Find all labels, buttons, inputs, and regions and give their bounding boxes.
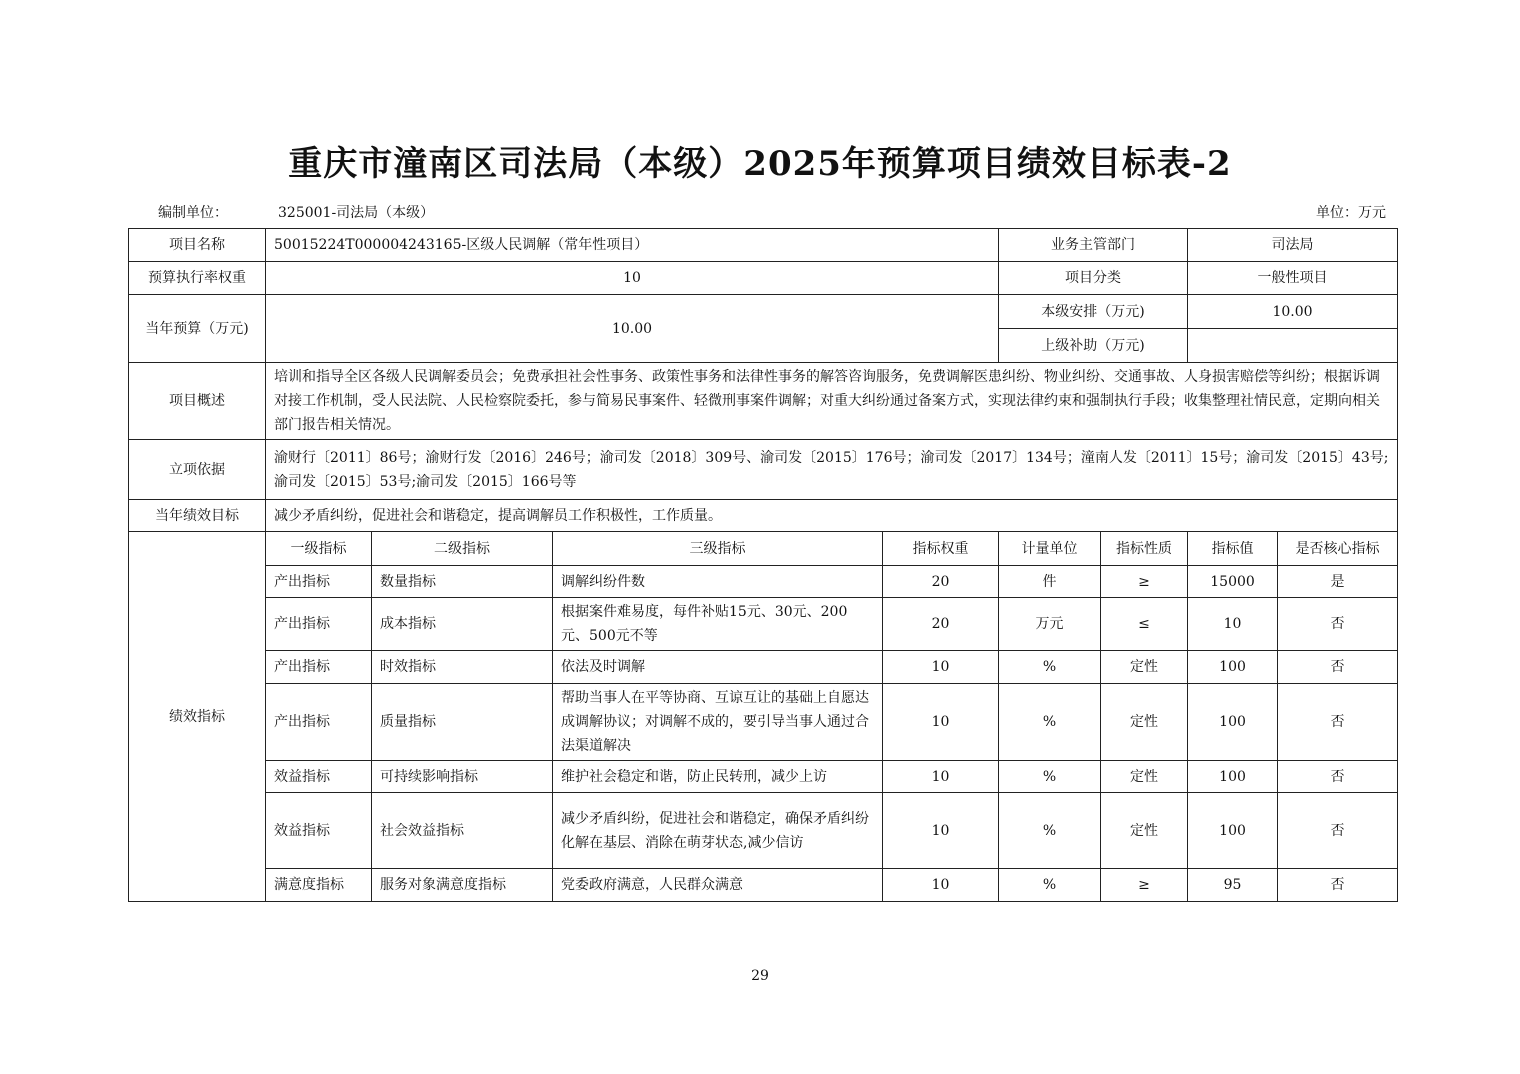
project-summary: 培训和指导全区各级人民调解委员会；免费承担社会性事务、政策性事务和法律性事务的解答咨询服务，免费调解医患纠纷、物业纠纷、交通事故、人身损害赔偿等纠纷；根据诉调对接工作机制，受人民法院、人民检察院委托，参与简易民事案件、轻微刑事案件调解；对重大纠纷通过备案方式，实现法律约束和强制执行手段；收集整理社情民意，定期向相关部门报告相关情况。 — [266, 363, 1398, 440]
header-nature: 指标性质 — [1101, 532, 1188, 566]
table-row — [129, 684, 1398, 761]
unit-cell: % — [999, 793, 1101, 869]
unit-cell: 件 — [999, 566, 1101, 598]
weight-cell: 20 — [883, 566, 999, 598]
upper-subsidy-value — [1188, 329, 1398, 363]
nature-cell: ≥ — [1101, 566, 1188, 598]
weight-cell: 10 — [883, 793, 999, 869]
org-value: 325001-司法局（本级） — [278, 205, 435, 221]
header-level2: 二级指标 — [372, 532, 553, 566]
unit-cell: % — [999, 684, 1101, 761]
nature-cell: 定性 — [1101, 684, 1188, 761]
nature-cell: 定性 — [1101, 761, 1188, 793]
core-cell: 否 — [1278, 684, 1398, 761]
header-value: 指标值 — [1188, 532, 1278, 566]
org-label: 编制单位： — [158, 205, 228, 221]
level2-cell: 质量指标 — [372, 684, 553, 761]
level1-cell: 产出指标 — [266, 651, 372, 684]
core-cell: 否 — [1278, 869, 1398, 902]
level1-cell: 产出指标 — [266, 566, 372, 598]
project-name-label: 项目名称 — [129, 229, 266, 262]
nature-cell: 定性 — [1101, 651, 1188, 684]
header-level3: 三级指标 — [553, 532, 883, 566]
header-weight: 指标权重 — [883, 532, 999, 566]
value-cell: 10 — [1188, 598, 1278, 651]
indicators-label: 绩效指标 — [129, 532, 266, 902]
table-row — [129, 761, 1398, 793]
level1-cell: 效益指标 — [266, 793, 372, 869]
level1-cell: 效益指标 — [266, 761, 372, 793]
level3-cell: 根据案件难易度，每件补贴15元、30元、200元、500元不等 — [553, 598, 883, 651]
budget-label: 当年预算（万元) — [129, 295, 266, 363]
level3-cell: 帮助当事人在平等协商、互谅互让的基础上自愿达成调解协议；对调解不成的，要引导当事人通过合法渠道解决 — [553, 684, 883, 761]
annual-goal: 减少矛盾纠纷，促进社会和谐稳定，提高调解员工作积极性，工作质量。 — [266, 500, 1398, 532]
value-cell: 100 — [1188, 761, 1278, 793]
upper-subsidy-label: 上级补助（万元) — [999, 329, 1188, 363]
level2-cell: 可持续影响指标 — [372, 761, 553, 793]
level2-cell: 服务对象满意度指标 — [372, 869, 553, 902]
core-cell: 否 — [1278, 651, 1398, 684]
indicator-header-row — [129, 532, 1398, 566]
core-cell: 否 — [1278, 761, 1398, 793]
level2-cell: 成本指标 — [372, 598, 553, 651]
category-value: 一般性项目 — [1188, 262, 1398, 295]
header-level1: 一级指标 — [266, 532, 372, 566]
level2-cell: 时效指标 — [372, 651, 553, 684]
level3-cell: 党委政府满意，人民群众满意 — [553, 869, 883, 902]
rate-value: 10 — [266, 262, 999, 295]
project-basis: 渝财行〔2011〕86号；渝财行发〔2016〕246号；渝司发〔2018〕309号、渝司发〔2015〕176号；渝司发〔2017〕134号；潼南人发〔2011〕15号；渝司发〔2015〕43号; 渝司发〔2015〕53号;渝司发〔2015〕166号等 — [266, 440, 1398, 500]
table-row — [129, 869, 1398, 902]
value-cell: 100 — [1188, 684, 1278, 761]
basis-label: 立项依据 — [129, 440, 266, 500]
nature-cell: ≤ — [1101, 598, 1188, 651]
weight-cell: 10 — [883, 761, 999, 793]
value-cell: 100 — [1188, 651, 1278, 684]
goal-label: 当年绩效目标 — [129, 500, 266, 532]
level1-cell: 产出指标 — [266, 598, 372, 651]
category-label: 项目分类 — [999, 262, 1188, 295]
nature-cell: ≥ — [1101, 869, 1188, 902]
currency-unit: 单位：万元 — [1316, 205, 1386, 221]
level2-cell: 社会效益指标 — [372, 793, 553, 869]
value-cell: 15000 — [1188, 566, 1278, 598]
rate-label: 预算执行率权重 — [129, 262, 266, 295]
page-title: 重庆市潼南区司法局（本级）2025年预算项目绩效目标表-2 — [288, 144, 1232, 184]
value-cell: 100 — [1188, 793, 1278, 869]
unit-cell: % — [999, 761, 1101, 793]
level1-cell: 产出指标 — [266, 684, 372, 761]
summary-label: 项目概述 — [129, 363, 266, 440]
header-unit: 计量单位 — [999, 532, 1101, 566]
budget-value: 10.00 — [266, 295, 999, 363]
core-cell: 是 — [1278, 566, 1398, 598]
dept-label: 业务主管部门 — [999, 229, 1188, 262]
unit-cell: % — [999, 651, 1101, 684]
local-budget-value: 10.00 — [1188, 295, 1398, 329]
level3-cell: 维护社会稳定和谐，防止民转刑，减少上访 — [553, 761, 883, 793]
weight-cell: 20 — [883, 598, 999, 651]
performance-table — [128, 228, 1398, 902]
level2-cell: 数量指标 — [372, 566, 553, 598]
local-budget-label: 本级安排（万元) — [999, 295, 1188, 329]
table-row — [129, 598, 1398, 651]
weight-cell: 10 — [883, 651, 999, 684]
level1-cell: 满意度指标 — [266, 869, 372, 902]
level3-cell: 依法及时调解 — [553, 651, 883, 684]
weight-cell: 10 — [883, 684, 999, 761]
weight-cell: 10 — [883, 869, 999, 902]
nature-cell: 定性 — [1101, 793, 1188, 869]
value-cell: 95 — [1188, 869, 1278, 902]
project-name: 50015224T000004243165-区级人民调解（常年性项目） — [266, 229, 999, 262]
dept-value: 司法局 — [1188, 229, 1398, 262]
core-cell: 否 — [1278, 793, 1398, 869]
unit-cell: 万元 — [999, 598, 1101, 651]
header-core: 是否核心指标 — [1278, 532, 1398, 566]
unit-cell: % — [999, 869, 1101, 902]
level3-cell: 减少矛盾纠纷，促进社会和谐稳定，确保矛盾纠纷化解在基层、消除在萌芽状态,减少信访 — [553, 793, 883, 869]
level3-cell: 调解纠纷件数 — [553, 566, 883, 598]
table-row — [129, 651, 1398, 684]
table-row — [129, 566, 1398, 598]
core-cell: 否 — [1278, 598, 1398, 651]
page-number: 29 — [751, 968, 769, 984]
table-row — [129, 793, 1398, 869]
